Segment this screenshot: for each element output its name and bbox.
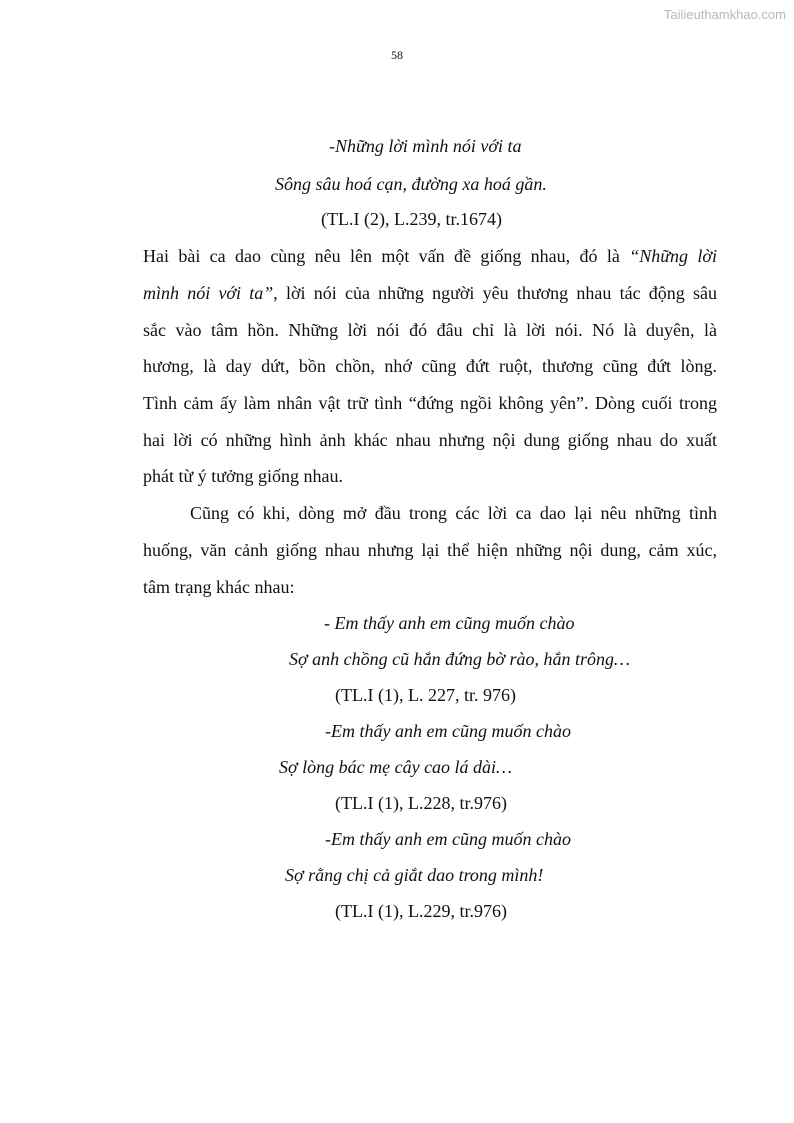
paragraph1-line4: hương, là day dứt, bồn chồn, nhớ cũng đứt ruột, thương cũng đứt lòng. <box>143 356 717 376</box>
paragraph1-line1 <box>143 244 717 268</box>
paragraph1-line6: hai lời có những hình ảnh khác nhau nhưng nội dung giống nhau do xuất <box>143 430 717 450</box>
poem2-citation: (TL.I (1), L. 227, tr. 976) <box>335 685 516 705</box>
paragraph1-line3: sắc vào tâm hồn. Những lời nói đó đâu chỉ là lời nói. Nó là duyên, là <box>143 320 717 340</box>
watermark: Tailieuthamkhao.com <box>663 7 786 22</box>
poem4-line2: Sợ rằng chị cả giắt dao trong mình! <box>285 865 544 885</box>
paragraph1-line5: Tình cảm ấy làm nhân vật trữ tình “đứng ngồi không yên”. Dòng cuối trong <box>143 393 717 413</box>
paragraph2-line3: tâm trạng khác nhau: <box>143 577 295 597</box>
paragraph1-line2-text: , lời nói của những người yêu thương nhau tác động sâu <box>273 283 717 303</box>
paragraph1-line1-quote: “Những lời <box>629 246 717 266</box>
poem1-line2: Sông sâu hoá cạn, đường xa hoá gần. <box>275 174 547 194</box>
poem3-line2: Sợ lòng bác mẹ cây cao lá dài… <box>279 757 513 777</box>
page-number: 58 <box>391 48 403 62</box>
paragraph1-line2-quote: mình nói với ta” <box>143 283 274 303</box>
poem3-line1: -Em thấy anh em cũng muốn chào <box>325 721 571 741</box>
paragraph2-line1: Cũng có khi, dòng mở đầu trong các lời ca dao lại nêu những tình <box>190 503 717 523</box>
poem4-citation: (TL.I (1), L.229, tr.976) <box>335 901 507 921</box>
poem1-citation: (TL.I (2), L.239, tr.1674) <box>321 209 502 229</box>
paragraph2-line2: huống, văn cảnh giống nhau nhưng lại thể hiện những nội dung, cảm xúc, <box>143 540 717 560</box>
poem4-line1: -Em thấy anh em cũng muốn chào <box>325 829 571 849</box>
poem2-line2: Sợ anh chồng cũ hắn đứng bờ rào, hắn trông… <box>289 649 631 669</box>
paragraph1-line2 <box>143 281 717 305</box>
paragraph1-line1-text: Hai bài ca dao cùng nêu lên một vấn đề giống nhau, đó là <box>143 246 630 266</box>
paragraph1-line7: phát từ ý tưởng giống nhau. <box>143 466 344 486</box>
poem1-line1: -Những lời mình nói với ta <box>329 136 522 156</box>
poem2-line1: - Em thấy anh em cũng muốn chào <box>324 613 575 633</box>
poem3-citation: (TL.I (1), L.228, tr.976) <box>335 793 507 813</box>
